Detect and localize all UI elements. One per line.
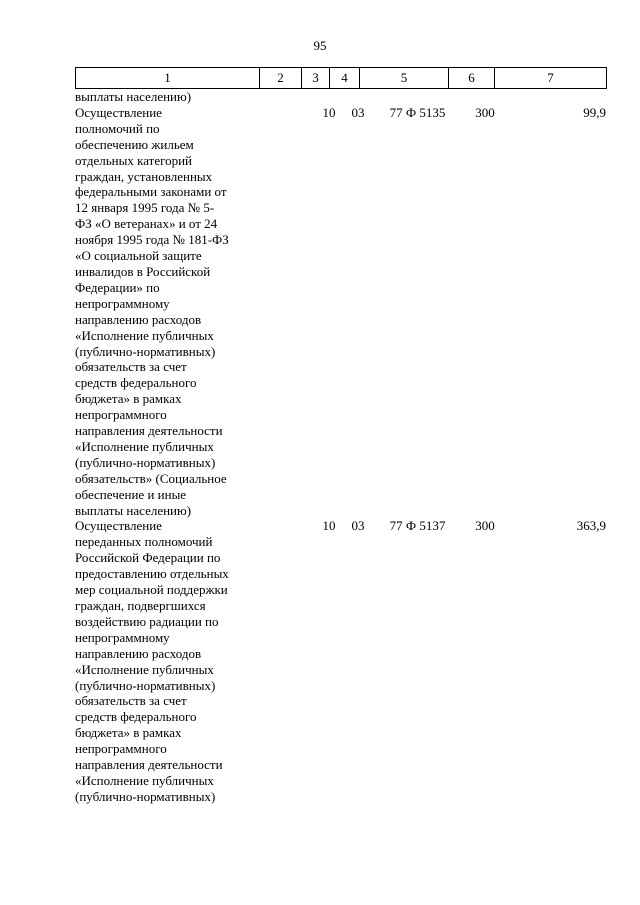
table-row [75, 105, 607, 519]
section-code: 10 [322, 104, 336, 120]
table-body [75, 89, 607, 805]
carryover-row [75, 89, 607, 105]
amount: 99,9 [583, 104, 606, 120]
expense-name: Осуществление полномочий по обеспечению жильем отдельных категорий граждан, установленных федеральными законами от 12 января 1995 года № 5- ФЗ «О ветеранах» и от 24 ноября 1995 года № 181-ФЗ «О социальной защите инвалидов в Российской Федерации» по непрограммному направлению расходов «Исполнение публичных (публично-нормативных) обязательств за счет средств федерального бюджета» в рамках непрограммного направления деятельности «Исполнение публичных (публично-нормативных) обязательств» (Социальное обеспечение и иные выплаты населению) [75, 104, 229, 518]
column-header-6: 6 [449, 68, 495, 88]
column-header-5: 5 [360, 68, 449, 88]
page-number: 95 [313, 38, 327, 53]
target-article-code: 77 Ф 5135 [389, 104, 446, 120]
column-header-7: 7 [547, 70, 554, 85]
subsection-code: 03 [351, 104, 365, 120]
column-header-1: 1 [76, 68, 260, 88]
subsection-code: 03 [351, 518, 365, 534]
section-code: 10 [322, 518, 336, 534]
expense-name: Осуществление переданных полномочий Российской Федерации по предоставлению отдельных мер социальной поддержки граждан, подвергшихся воздействию радиации по непрограммному направлению расходов «Исполнение публичных (публично-нормативных) обязательств за счет средств федерального бюджета» в рамках непрограммного направления деятельности «Исполнение публичных (публично-нормативных) [75, 518, 229, 804]
carryover-text: выплаты населению) [75, 89, 192, 104]
expense-type-code: 300 [475, 104, 495, 120]
amount: 363,9 [576, 518, 606, 534]
table-row [75, 518, 607, 804]
target-article-code: 77 Ф 5137 [389, 518, 446, 534]
column-header-4: 4 [330, 68, 360, 88]
expense-type-code: 300 [475, 518, 495, 534]
table-header [75, 67, 607, 89]
column-header-3: 3 [302, 68, 330, 88]
column-header-2: 2 [260, 68, 302, 88]
